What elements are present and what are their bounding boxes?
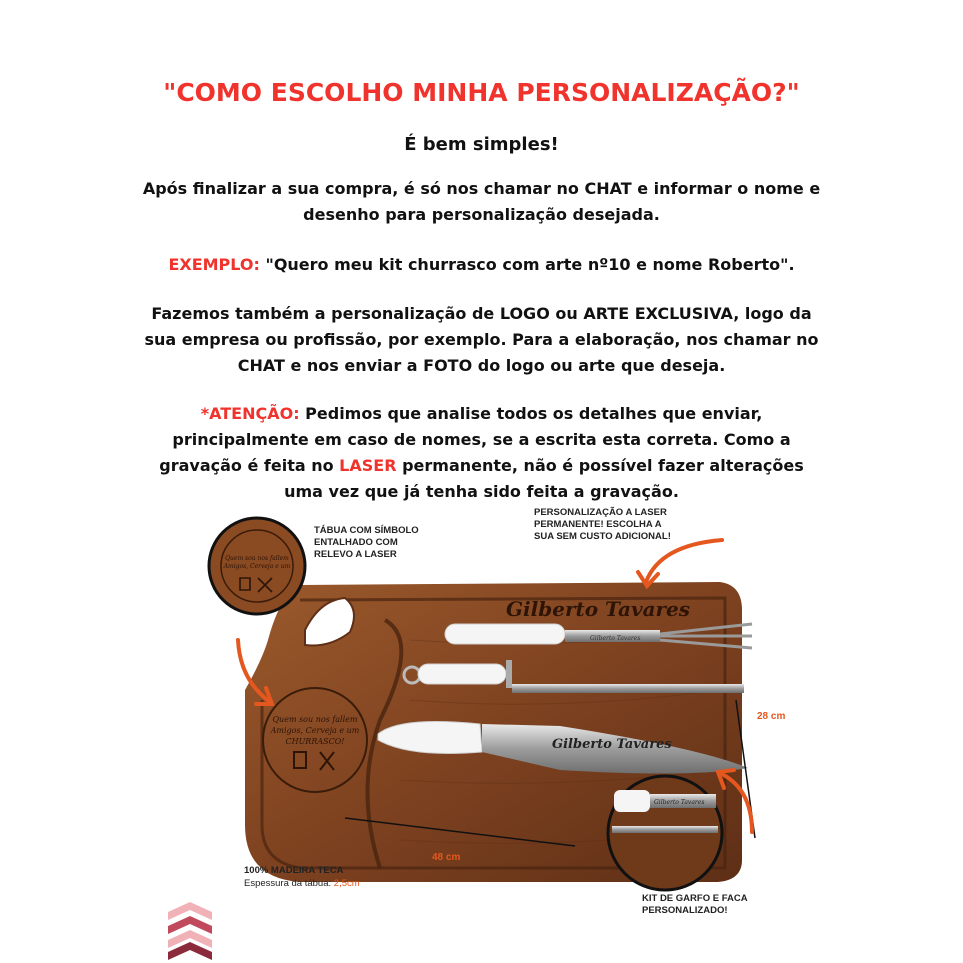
label-laser-note: PERSONALIZAÇÃO A LASER PERMANENTE! ESCOLHA A SUA SEM CUSTO ADICIONAL! [534, 507, 671, 542]
paragraph-example [140, 252, 823, 278]
paragraph-attention [150, 401, 813, 505]
product-illustration [0, 500, 963, 963]
seal-line-3: CHURRASCO! [285, 737, 345, 746]
brand-logo-icon [168, 902, 212, 960]
thickness-value: 2,5cm [333, 878, 360, 889]
paragraph-custom-logo: Fazemos também a personalização de LOGO ou ARTE EXCLUSIVA, logo da sua empresa ou profissão, por exemplo. Para a elaboração, nos chamar no CHAT e nos enviar a FOTO do logo ou arte que deseja. [144, 304, 819, 375]
fork-engraved-name: Gilberto Tavares [590, 635, 641, 642]
label-board-symbol: TÁBUA COM SÍMBOLO ENTALHADO COM RELEVO A LASER [314, 525, 419, 560]
page-title: "COMO ESCOLHO MINHA PERSONALIZAÇÃO?" [163, 78, 800, 107]
page-subtitle: É bem simples! [404, 134, 559, 155]
zoom-circle-knife-detail [608, 776, 722, 890]
seal-line-2: Amigos, Cerveja e um [270, 726, 360, 735]
board-engraved-name: Gilberto Tavares [505, 597, 691, 621]
attention-text-1: Pedimos que analise todos os detalhes que enviar, principalmente em caso de nomes, se a escrita esta correta. Como a gravação é feita no [159, 404, 791, 475]
zoom-knife-name: Gilberto Tavares [654, 799, 705, 806]
label-width: 48 cm [432, 852, 461, 863]
zoom-seal-line-1: Quem sou nos fallem [225, 555, 289, 562]
paragraph-after-purchase: Após finalizar a sua compra, é só nos chamar no CHAT e informar o nome e desenho para personalização desejada. [142, 179, 821, 224]
attention-label: *ATENÇÃO: [200, 404, 300, 423]
zoom-circle-board-seal [209, 518, 305, 614]
label-height: 28 cm [757, 711, 786, 722]
label-kit-note: KIT DE GARFO E FACA PERSONALIZADO! [642, 893, 748, 916]
label-thickness [244, 878, 360, 890]
attention-text-2: permanente, não é possível fazer alterações uma vez que já tenha sido feita a gravação. [284, 456, 804, 501]
example-text: "Quero meu kit churrasco com arte nº10 e nome Roberto". [259, 255, 795, 274]
knife-engraved-name: Gilberto Tavares [552, 737, 672, 752]
example-label: EXEMPLO: [168, 255, 260, 274]
label-material: 100% MADEIRA TECA [244, 865, 344, 876]
seal-line-1: Quem sou nos fallem [272, 715, 358, 724]
laser-word: LASER [339, 456, 397, 475]
zoom-seal-line-2: Amigos, Cerveja e um [223, 563, 291, 570]
thickness-label: Espessura da tábua: [244, 878, 334, 889]
